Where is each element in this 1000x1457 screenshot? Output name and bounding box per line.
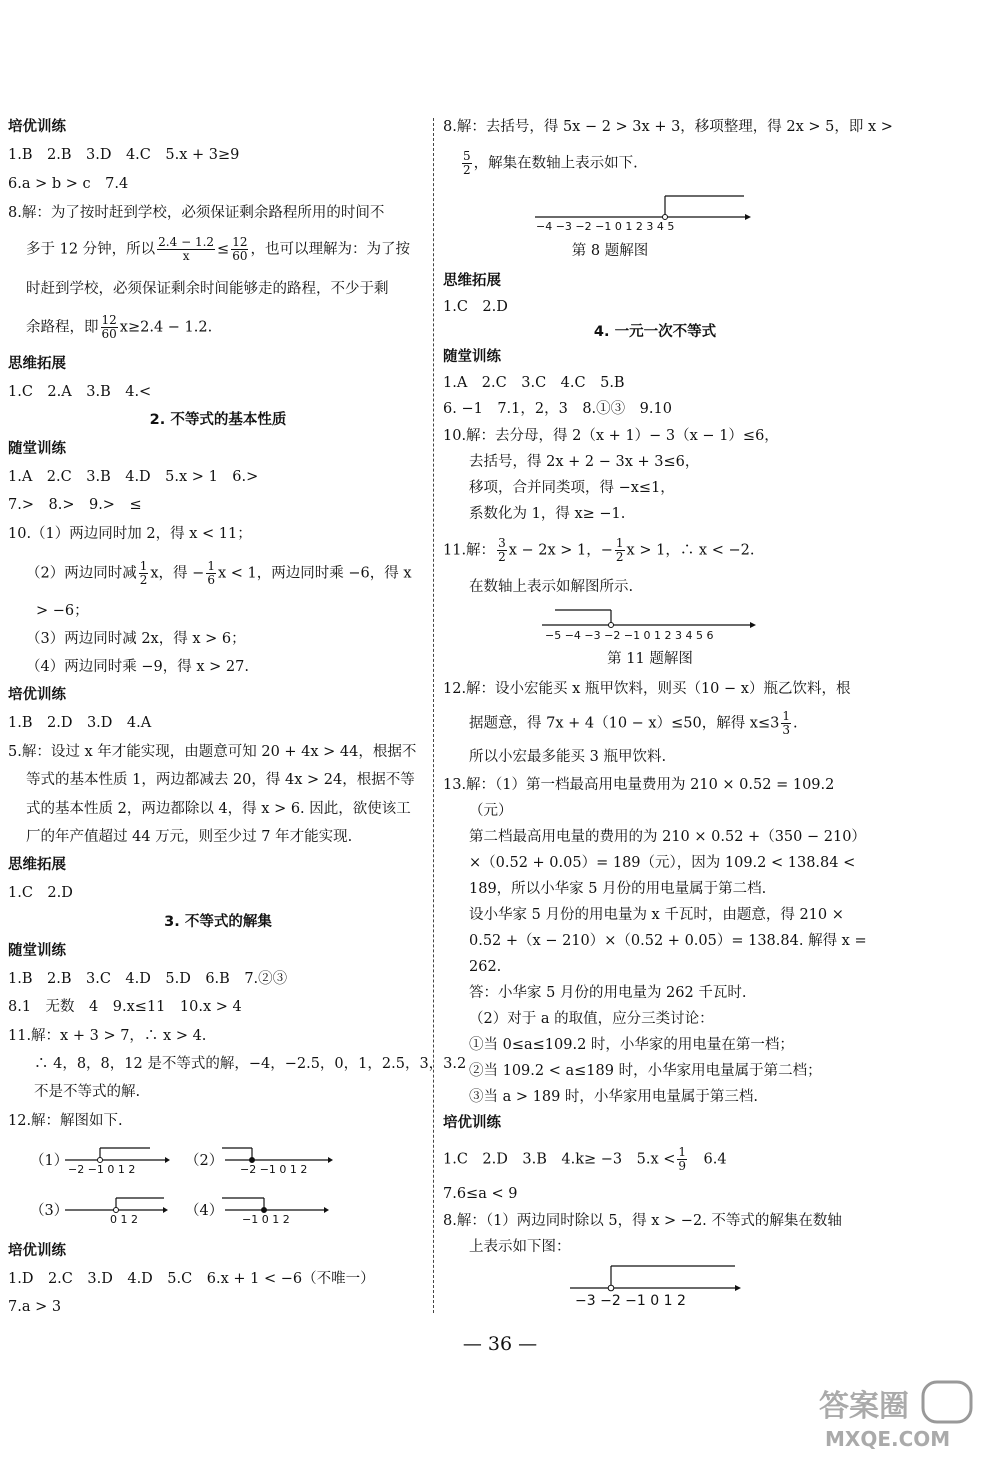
answer-line: 所以小宏最多能买 3 瓶甲饮料. [469, 749, 667, 765]
fraction: $\frac{1}{2}$ [139, 559, 148, 587]
answer-line: 上表示如下图： [469, 1239, 571, 1255]
answer-line: 1.B 2.B 3.D 4.C 5.x + 3≥9 [8, 147, 240, 163]
answer-line: 1.B 2.D 3.D 4.A [8, 715, 152, 731]
number-line-2 [220, 1140, 335, 1176]
fraction: $\frac{1}{6}$ [207, 559, 215, 587]
section-heading: 思维拓展 [8, 356, 66, 372]
section-heading: 随堂训练 [443, 349, 501, 365]
answer-line: 不是不等式的解. [34, 1084, 141, 1100]
answer-line: 6. −1 7.1，2，3 8.①③ 9.10 [443, 401, 672, 417]
svg-text:−5 −4 −3 −2 −1 0 1 2 3 4 5 6: −5 −4 −3 −2 −1 0 1 2 3 4 5 6 [545, 629, 714, 642]
answer-line: 去括号，得 2x + 2 − 3x + 3≤6， [469, 454, 700, 470]
section-heading: 思维拓展 [8, 857, 66, 873]
answer-line: （4）两边同时乘 −9，得 x > 27. [26, 659, 249, 675]
answer-line: 据题意，得 7x + 4（10 − x）≤50，解得 x≤3 $\frac{1}{3}$ . [469, 709, 798, 737]
section-heading: 随堂训练 [8, 441, 66, 457]
number-line-q8 [530, 190, 755, 232]
answer-line: 7.a > 3 [8, 1299, 62, 1315]
section-heading: 培优训练 [8, 687, 66, 703]
figure-caption: 第 8 题解图 [571, 243, 649, 259]
answer-line: 厂的年产值超过 44 万元，则至少过 7 年才能实现. [26, 829, 353, 845]
number-line-q11 [540, 603, 760, 645]
answer-line: 1.C 2.A 3.B 4.< [8, 384, 152, 400]
fraction: $\frac{1}{2}$ [615, 536, 624, 564]
answer-line: 答：小华家 5 月份的用电量为 262 千瓦时. [469, 985, 747, 1001]
answer-line: 1.D 2.C 3.D 4.D 5.C 6.x + 1 < −6（不唯一） [8, 1271, 375, 1287]
number-line-3 [60, 1190, 170, 1226]
answer-line: 13.解：（1）第一档最高用电量费用为 210 × 0.52 = 109.2 [443, 777, 835, 793]
figure-label: （2） [185, 1153, 224, 1169]
fraction: $\frac{3}{2}$ [498, 536, 506, 564]
answer-line: 1.B 2.B 3.C 4.D 5.D 6.B 7.②③ [8, 971, 288, 987]
answer-line: 在数轴上表示如解图所示. [469, 579, 634, 595]
watermark-logo [815, 1380, 985, 1452]
chapter-title: 4. 一元一次不等式 [593, 324, 717, 340]
svg-text:答案圈: 答案圈 [819, 1389, 909, 1424]
section-heading: 培优训练 [443, 1115, 501, 1131]
section-heading: 培优训练 [8, 119, 66, 135]
fraction: $\frac{1}{3}$ [782, 709, 791, 737]
answer-line: ③当 a > 189 时，小华家用电量属于第三档. [469, 1089, 759, 1105]
answer-line: ②当 109.2 < a≤189 时，小华家用电量属于第二档； [469, 1063, 822, 1079]
answer-line: 1.A 2.C 3.B 4.D 5.x > 1 6.> [8, 469, 259, 485]
fraction: $\frac{1}{9}$ [678, 1145, 687, 1173]
svg-text:−3 −2 −1 0 1 2: −3 −2 −1 0 1 2 [575, 1293, 686, 1309]
answer-line: 1.A 2.C 3.C 4.C 5.B [443, 375, 625, 391]
fraction: $\frac{12}{60}$ [101, 313, 117, 341]
answer-line: （3）两边同时减 2x，得 x > 6； [26, 631, 246, 647]
answer-line: 11.解： $\frac{3}{2}$ x − 2x > 1，− $\frac{1}{2}$ x > 1，∴ x < −2. [443, 536, 755, 564]
chapter-title: 3. 不等式的解集 [164, 914, 272, 930]
answer-line: 8.1 无数 4 9.x≤11 10.x > 4 [8, 999, 242, 1015]
answer-line: 7.> 8.> 9.> ≤ [8, 497, 142, 513]
answer-line: 系数化为 1，得 x≥ −1. [469, 506, 626, 522]
answer-line: 设小华家 5 月份的用电量为 x 千瓦时，由题意，得 210 × [469, 907, 844, 923]
number-line-1 [60, 1140, 170, 1176]
answer-line: 5.解：设过 x 年才能实现，由题意可知 20 + 4x > 44，根据不 [8, 744, 417, 760]
answer-line: ×（0.52 + 0.05）= 189（元），因为 109.2 < 138.84 < [469, 855, 856, 871]
svg-text:−4 −3 −2 −1 0 1 2 3 4 5: −4 −3 −2 −1 0 1 2 3 4 5 [536, 220, 675, 232]
answer-line: 式的基本性质 2，两边都除以 4，得 x > 6. 因此，欲使该工 [26, 801, 411, 817]
answer-line: （元） [469, 803, 513, 819]
answer-line: 189，所以小华家 5 月份的用电量属于第二档. [469, 881, 767, 897]
section-heading: 培优训练 [8, 1243, 66, 1259]
fraction: $\frac{12}{60}$ [232, 235, 248, 263]
answer-line: $\frac{5}{2}$ ，解集在数轴上表示如下. [463, 149, 638, 177]
answer-line: 8.解：（1）两边同时除以 5，得 x > −2. 不等式的解集在数轴 [443, 1213, 842, 1229]
section-heading: 思维拓展 [443, 273, 501, 289]
svg-text:MXQE.COM: MXQE.COM [825, 1427, 951, 1451]
answer-line: 8.解：去括号，得 5x − 2 > 3x + 3，移项整理，得 2x > 5，即 x > [443, 119, 893, 135]
answer-line: 12.解：设小宏能买 x 瓶甲饮料，则买（10 − x）瓶乙饮料，根 [443, 681, 851, 697]
answer-line: 余路程，即 $\frac{12}{60}$ x≥2.4 − 1.2. [26, 313, 213, 341]
column-divider [433, 118, 434, 1313]
answer-line: 6.a > b > c 7.4 [8, 176, 129, 192]
answer-line: 10.（1）两边同时加 2，得 x < 11； [8, 526, 252, 542]
answer-line: （2）两边同时减 $\frac{1}{2}$ x，得 − $\frac{1}{6}$ x < 1，两边同时乘 −6，得 x [26, 559, 412, 587]
answer-line: 多于 12 分钟，所以 $\frac{2.4 - 1.2}{x}$ ≤ $\frac{12}{60}$ ，也可以理解为：为了按 [26, 235, 410, 263]
page-number: — 36 — [462, 1333, 538, 1355]
answer-line: 1.C 2.D [443, 299, 508, 315]
answer-line: 移项，合并同类项，得 −x≤1， [469, 480, 675, 496]
answer-line: 7.6≤a < 9 [443, 1186, 518, 1202]
answer-line: > −6； [36, 603, 89, 619]
chapter-title: 2. 不等式的基本性质 [149, 412, 287, 428]
answer-line: 10.解：去分母，得 2（x + 1）− 3（x − 1）≤6， [443, 428, 779, 444]
answer-line: 1.C 2.D 3.B 4.k≥ −3 5.x < $\frac{1}{9}$ 6.4 [443, 1145, 727, 1173]
answer-line: 11.解：x + 3 > 7，∴ x > 4. [8, 1028, 207, 1044]
number-line-4 [220, 1190, 332, 1226]
answer-line: （2）对于 a 的取值，应分三类讨论： [469, 1011, 714, 1027]
answer-line: 等式的基本性质 1，两边都减去 20，得 4x > 24，根据不等 [26, 772, 415, 788]
fraction: $\frac{5}{2}$ [463, 149, 471, 177]
svg-text:−2 −1 0 1 2: −2 −1 0 1 2 [240, 1163, 308, 1176]
answer-line: 1.C 2.D [8, 885, 73, 901]
svg-text:−2 −1 0 1 2: −2 −1 0 1 2 [68, 1163, 136, 1176]
answer-line: ∴ 4，8，8，12 是不等式的解，−4，−2.5，0，1，2.5，3，3.2 [34, 1056, 467, 1072]
answer-line: 8.解：为了按时赶到学校，必须保证剩余路程所用的时间不 [8, 205, 385, 221]
svg-text:−1 0 1 2: −1 0 1 2 [242, 1213, 290, 1226]
answer-line: 0.52 +（x − 210）×（0.52 + 0.05）= 138.84. 解得 x = [469, 933, 867, 949]
figure-label: （4） [185, 1203, 224, 1219]
svg-text:0 1 2: 0 1 2 [110, 1213, 138, 1226]
answer-line: ①当 0≤a≤109.2 时，小华家的用电量在第一档； [469, 1037, 794, 1053]
figure-label: （3） [30, 1203, 69, 1219]
answer-line: 时赶到学校，必须保证剩余时间能够走的路程，不少于剩 [26, 281, 389, 297]
figure-label: （1） [30, 1153, 69, 1169]
answer-line: 262. [469, 959, 502, 975]
answer-line: 第二档最高用电量的费用的为 210 × 0.52 +（350 − 210） [469, 829, 866, 845]
figure-caption: 第 11 题解图 [607, 651, 693, 667]
answer-line: 12.解：解图如下. [8, 1113, 123, 1129]
fraction: $\frac{2.4 - 1.2}{x}$ [158, 235, 215, 263]
section-heading: 随堂训练 [8, 943, 66, 959]
number-line-q8b [565, 1258, 745, 1310]
